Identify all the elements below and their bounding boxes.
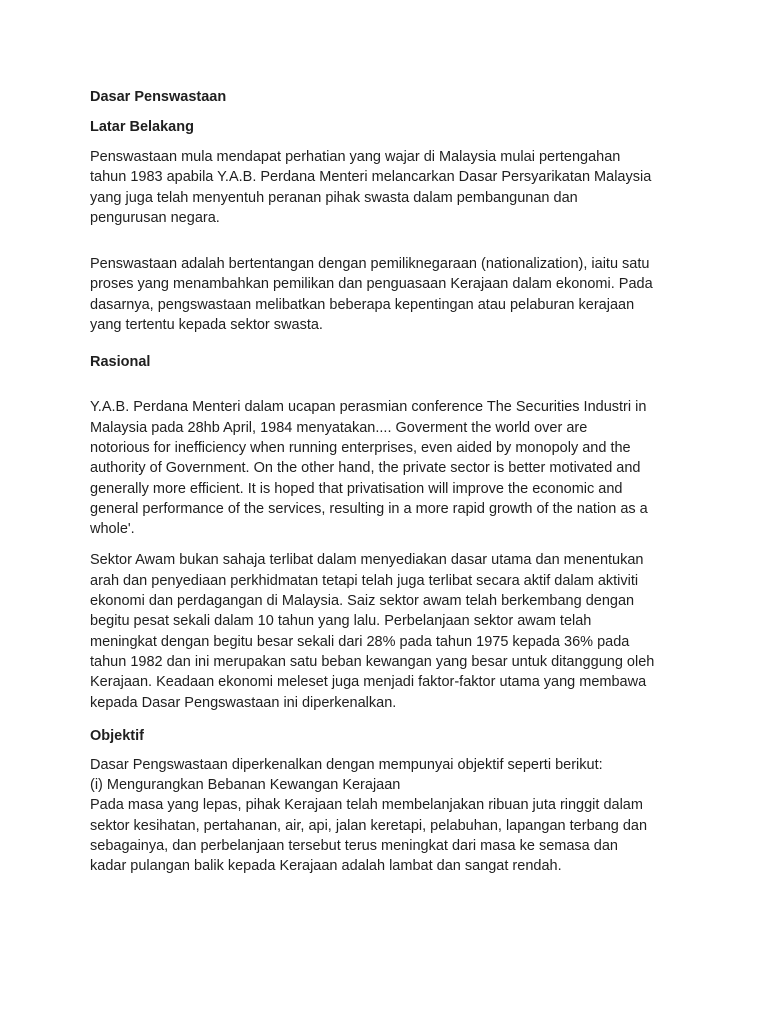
- text-line: yang tertentu kepada sektor swasta.: [90, 317, 323, 334]
- text-line: pengurusan negara.: [90, 209, 220, 226]
- text-line: yang juga telah menyentuh peranan pihak swasta dalam pembangunan dan: [90, 189, 578, 206]
- text-line: sektor kesihatan, pertahanan, air, api, jalan keretapi, pelabuhan, lapangan terbang dan: [90, 817, 648, 834]
- text-line: Pada masa yang lepas, pihak Kerajaan telah membelanjakan ribuan juta ringgit dalam: [90, 797, 643, 814]
- text-line: general performance of the services, resulting in a more rapid growth of the nation as a: [90, 500, 648, 517]
- text-line: (i) Mengurangkan Bebanan Kewangan Kerajaan: [90, 777, 401, 794]
- text-line: authority of Government. On the other hand, the private sector is better motivated and: [90, 460, 641, 477]
- paragraph-rasional-1: [90, 397, 690, 539]
- text-line: Malaysia pada 28hb April, 1984 menyatakan.... Goverment the world over are: [90, 419, 588, 436]
- text-line: Sektor Awam bukan sahaja terlibat dalam menyediakan dasar utama dan menentukan: [90, 552, 644, 569]
- text-line: Kerajaan. Keadaan ekonomi meleset juga menjadi faktor-faktor utama yang membawa: [90, 674, 647, 691]
- text-line: kadar pulangan balik kepada Kerajaan adalah lambat dan sangat rendah.: [90, 858, 562, 875]
- paragraph-latar-belakang-2: [90, 254, 690, 335]
- text-line: sebagainya, dan perbelanjaan tersebut terus meningkat dari masa ke semasa dan: [90, 838, 618, 855]
- text-line: notorious for inefficiency when running enterprises, even aided by monopoly and the: [90, 439, 631, 456]
- text-line: proses yang menambahkan pemilikan dan penguasaan Kerajaan dalam ekonomi. Pada: [90, 276, 653, 293]
- text-line: dasarnya, pengswastaan melibatkan beberapa kepentingan atau pelaburan kerajaan: [90, 296, 635, 313]
- text-line: tahun 1983 apabila Y.A.B. Perdana Menteri melancarkan Dasar Persyarikatan Malaysia: [90, 169, 652, 186]
- text-line: kepada Dasar Pengswastaan ini diperkenalkan.: [90, 694, 397, 711]
- section-heading-objektif: Objektif: [90, 727, 144, 744]
- paragraph-rasional-2: [90, 550, 690, 712]
- text-line: generally more efficient. It is hoped that privatisation will improve the economic and: [90, 480, 623, 497]
- text-line: Penswastaan mula mendapat perhatian yang wajar di Malaysia mulai pertengahan: [90, 149, 621, 165]
- document-page: [90, 86, 690, 877]
- text-line: ekonomi dan perdagangan di Malaysia. Saiz sektor awam telah berkembang dengan: [90, 593, 635, 610]
- section-heading-rasional: Rasional: [90, 354, 151, 371]
- paragraph-objektif-1: [90, 755, 690, 877]
- text-line: Penswastaan adalah bertentangan dengan pemiliknegaraan (nationalization), iaitu satu: [90, 256, 650, 273]
- section-heading-latar-belakang: Latar Belakang: [90, 119, 194, 135]
- text-line: whole'.: [90, 521, 135, 538]
- paragraph-latar-belakang-1: [90, 147, 690, 228]
- text-line: tahun 1982 dan ini merupakan satu beban kewangan yang besar untuk ditanggung oleh: [90, 653, 655, 670]
- text-line: meningkat dengan begitu besar sekali dari 28% pada tahun 1975 kepada 36% pada: [90, 633, 630, 650]
- document-title: Dasar Penswastaan: [90, 89, 227, 105]
- text-line: Y.A.B. Perdana Menteri dalam ucapan perasmian conference The Securities Industri in: [90, 399, 647, 416]
- text-line: begitu pesat sekali dalam 10 tahun yang lalu. Perbelanjaan sektor awam telah: [90, 613, 592, 630]
- text-line: Dasar Pengswastaan diperkenalkan dengan mempunyai objektif seperti berikut:: [90, 756, 603, 773]
- text-line: arah dan penyediaan perkhidmatan tetapi telah juga terlibat secara aktif dalam aktiviti: [90, 572, 639, 589]
